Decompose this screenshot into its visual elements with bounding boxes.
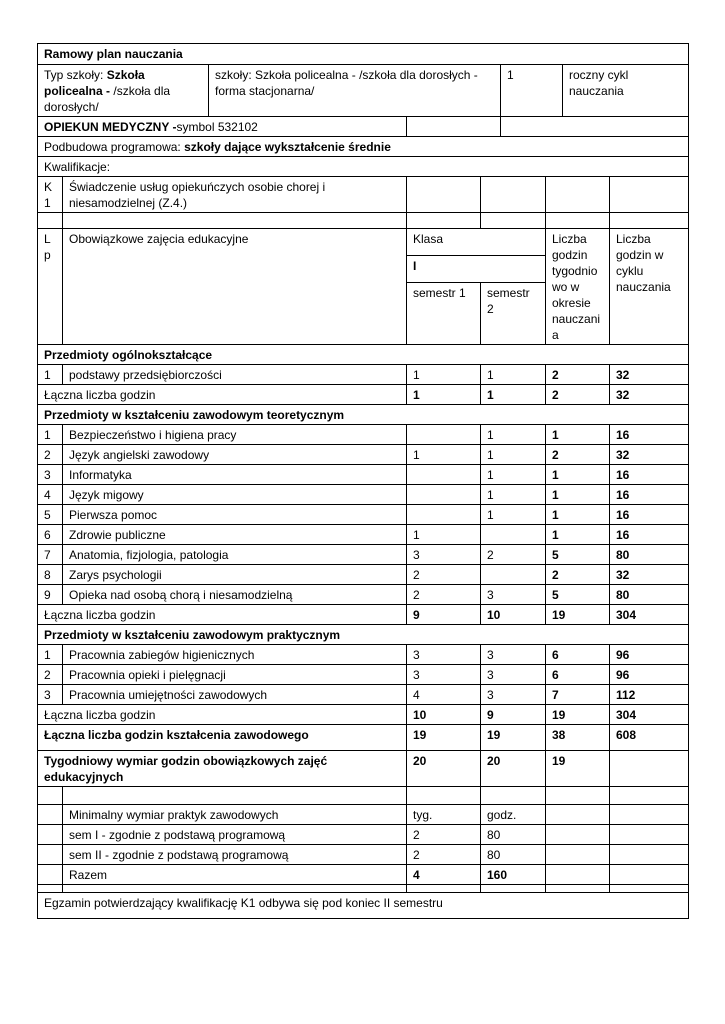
row-lp: 3 <box>38 685 63 705</box>
qualification-name: Świadczenie usług opiekuńczych osobie chorej i niesamodzielnej (Z.4.) <box>63 177 407 213</box>
empty-cell <box>501 117 689 137</box>
row-lp: 2 <box>38 665 63 685</box>
table-row <box>38 425 689 445</box>
base-prefix: Podbudowa programowa: <box>44 140 185 154</box>
empty-cell <box>407 177 481 213</box>
sum-total: 32 <box>610 385 689 405</box>
school-type-rest: /szkoła dla dorosłych/ <box>44 84 171 114</box>
vocational-total-total: 608 <box>610 725 689 751</box>
qualifications-label: Kwalifikacje: <box>38 157 689 177</box>
empty-cell <box>38 213 63 229</box>
sum-sem1: 1 <box>407 385 481 405</box>
sum-label: Łączna liczba godzin <box>38 705 407 725</box>
group-sum-row <box>38 605 689 625</box>
practice-name: sem II - zgodnie z podstawą programową <box>63 845 407 865</box>
base-cell <box>38 137 689 157</box>
group-title: Przedmioty w kształceniu zawodowym praktycznym <box>38 625 689 645</box>
row-weekly: 6 <box>546 665 610 685</box>
row-sem1: 3 <box>407 545 481 565</box>
row-sem2: 1 <box>481 485 546 505</box>
empty-cell <box>407 117 501 137</box>
empty-cell <box>38 787 63 805</box>
vocational-total-s1: 19 <box>407 725 481 751</box>
group-sum-row <box>38 385 689 405</box>
subjects-body <box>38 345 689 725</box>
empty-cell <box>481 177 546 213</box>
row-weekly: 2 <box>546 565 610 585</box>
row-total: 32 <box>610 565 689 585</box>
row-weekly: 7 <box>546 685 610 705</box>
empty-cell <box>610 845 689 865</box>
row-lp: 5 <box>38 505 63 525</box>
row-sem2: 2 <box>481 545 546 565</box>
vocational-total-week: 38 <box>546 725 610 751</box>
row-sem1: 1 <box>407 365 481 385</box>
weekly-total-label: Tygodniowy wymiar godzin obowiązkowych zajęć edukacyjnych <box>38 751 407 787</box>
row-weekly: 1 <box>546 485 610 505</box>
sum-label: Łączna liczba godzin <box>38 605 407 625</box>
empty-cell <box>481 885 546 893</box>
empty-cell <box>610 787 689 805</box>
row-subject: Zdrowie publiczne <box>63 525 407 545</box>
row-subject: Język migowy <box>63 485 407 505</box>
empty-cell <box>546 845 610 865</box>
sum-weekly: 2 <box>546 385 610 405</box>
table-row <box>38 585 689 605</box>
table-row <box>38 445 689 465</box>
group-header-row <box>38 345 689 365</box>
practice-hours: 80 <box>481 825 546 845</box>
empty-cell <box>610 805 689 825</box>
empty-cell <box>481 787 546 805</box>
empty-cell <box>546 213 610 229</box>
sum-total: 304 <box>610 705 689 725</box>
row-total: 80 <box>610 585 689 605</box>
empty-cell <box>610 865 689 885</box>
empty-cell <box>610 885 689 893</box>
empty-cell <box>610 177 689 213</box>
row-weekly: 1 <box>546 425 610 445</box>
base-bold: szkoły dające wykształcenie średnie <box>184 140 391 154</box>
group-header-row <box>38 405 689 425</box>
practice-sum-a: 4 <box>407 865 481 885</box>
table-row <box>38 465 689 485</box>
empty-cell <box>63 885 407 893</box>
weekly-total-week: 19 <box>546 751 610 787</box>
page-title: Ramowy plan nauczania <box>38 44 689 65</box>
vocational-total-label: Łączna liczba godzin kształcenia zawodowego <box>38 725 407 751</box>
empty-cell <box>481 213 546 229</box>
row-subject: Pracownia opieki i pielęgnacji <box>63 665 407 685</box>
empty-cell <box>407 885 481 893</box>
row-total: 16 <box>610 485 689 505</box>
row-sem1: 1 <box>407 445 481 465</box>
row-sem2: 1 <box>481 365 546 385</box>
header-sem2: semestr 2 <box>481 282 546 344</box>
school-type-bold: Szkoła policealna - <box>44 68 145 98</box>
empty-cell <box>38 805 63 825</box>
row-sem1: 1 <box>407 525 481 545</box>
row-subject: Bezpieczeństwo i higiena pracy <box>63 425 407 445</box>
practice-name: sem I - zgodnie z podstawą programową <box>63 825 407 845</box>
row-total: 96 <box>610 665 689 685</box>
row-lp: 3 <box>38 465 63 485</box>
practice-row <box>38 825 689 845</box>
group-header-row <box>38 625 689 645</box>
sum-sem2: 10 <box>481 605 546 625</box>
header-klasa-num: I <box>407 255 546 282</box>
empty-cell <box>407 787 481 805</box>
row-lp: 1 <box>38 425 63 445</box>
group-title: Przedmioty ogólnokształcące <box>38 345 689 365</box>
empty-cell <box>38 865 63 885</box>
row-weekly: 5 <box>546 545 610 565</box>
empty-cell <box>546 805 610 825</box>
row-weekly: 5 <box>546 585 610 605</box>
school-cycle: roczny cykl nauczania <box>563 65 689 117</box>
empty-cell <box>610 825 689 845</box>
row-lp: 4 <box>38 485 63 505</box>
practice-header-name: Minimalny wymiar praktyk zawodowych <box>63 805 407 825</box>
exam-note: Egzamin potwierdzający kwalifikację K1 odbywa się pod koniec II semestru <box>38 893 689 919</box>
curriculum-document <box>37 43 688 910</box>
row-subject: Opieka nad osobą chorą i niesamodzielną <box>63 585 407 605</box>
sum-sem2: 9 <box>481 705 546 725</box>
empty-cell <box>546 825 610 845</box>
table-row <box>38 545 689 565</box>
row-lp: 7 <box>38 545 63 565</box>
table-row <box>38 645 689 665</box>
row-weekly: 2 <box>546 365 610 385</box>
row-sem1: 2 <box>407 585 481 605</box>
table-row <box>38 665 689 685</box>
school-description: szkoły: Szkoła policealna - /szkoła dla dorosłych - forma stacjonarna/ <box>209 65 501 117</box>
row-sem2 <box>481 525 546 545</box>
row-total: 16 <box>610 525 689 545</box>
table-row <box>38 685 689 705</box>
sum-label: Łączna liczba godzin <box>38 385 407 405</box>
row-lp: 2 <box>38 445 63 465</box>
practice-header-a: tyg. <box>407 805 481 825</box>
curriculum-table <box>37 43 689 919</box>
profession-symbol: symbol 532102 <box>176 120 258 134</box>
row-total: 112 <box>610 685 689 705</box>
empty-cell <box>610 213 689 229</box>
row-subject: Pracownia zabiegów higienicznych <box>63 645 407 665</box>
header-sem1: semestr 1 <box>407 282 481 344</box>
row-weekly: 1 <box>546 465 610 485</box>
row-subject: Zarys psychologii <box>63 565 407 585</box>
sum-sem1: 9 <box>407 605 481 625</box>
row-sem1 <box>407 505 481 525</box>
row-sem1: 4 <box>407 685 481 705</box>
row-total: 80 <box>610 545 689 565</box>
row-weekly: 1 <box>546 505 610 525</box>
profession-name: OPIEKUN MEDYCZNY - <box>44 120 177 134</box>
row-total: 96 <box>610 645 689 665</box>
table-row <box>38 525 689 545</box>
row-total: 32 <box>610 445 689 465</box>
row-sem2: 3 <box>481 685 546 705</box>
practice-row <box>38 845 689 865</box>
empty-cell <box>38 825 63 845</box>
row-total: 16 <box>610 465 689 485</box>
row-total: 32 <box>610 365 689 385</box>
row-subject: Anatomia, fizjologia, patologia <box>63 545 407 565</box>
profession-cell <box>38 117 407 137</box>
row-weekly: 2 <box>546 445 610 465</box>
header-weekly: Liczba godzin tygodniowo w okresie nauczania <box>546 229 610 345</box>
sum-sem2: 1 <box>481 385 546 405</box>
row-total: 16 <box>610 425 689 445</box>
row-sem2 <box>481 565 546 585</box>
table-row <box>38 365 689 385</box>
table-row <box>38 565 689 585</box>
row-sem2: 3 <box>481 665 546 685</box>
row-lp: 1 <box>38 645 63 665</box>
row-weekly: 1 <box>546 525 610 545</box>
header-lp: Lp <box>38 229 63 345</box>
empty-cell <box>546 787 610 805</box>
row-lp: 1 <box>38 365 63 385</box>
empty-cell <box>38 845 63 865</box>
empty-cell <box>38 885 63 893</box>
empty-cell <box>546 177 610 213</box>
row-sem2: 1 <box>481 425 546 445</box>
row-lp: 8 <box>38 565 63 585</box>
group-sum-row <box>38 705 689 725</box>
practice-header-b: godz. <box>481 805 546 825</box>
table-row <box>38 485 689 505</box>
row-sem2: 1 <box>481 465 546 485</box>
school-type-prefix: Typ szkoły: <box>44 68 107 82</box>
row-subject: Informatyka <box>63 465 407 485</box>
row-total: 16 <box>610 505 689 525</box>
header-cycle: Liczba godzin w cyklu nauczania <box>610 229 689 345</box>
empty-cell <box>546 885 610 893</box>
row-sem1: 3 <box>407 645 481 665</box>
row-subject: podstawy przedsiębiorczości <box>63 365 407 385</box>
row-sem1: 2 <box>407 565 481 585</box>
empty-cell <box>63 213 407 229</box>
sum-weekly: 19 <box>546 705 610 725</box>
row-lp: 9 <box>38 585 63 605</box>
practice-hours: 80 <box>481 845 546 865</box>
header-subjects: Obowiązkowe zajęcia edukacyjne <box>63 229 407 345</box>
weekly-total-total <box>610 751 689 787</box>
weekly-total-s1: 20 <box>407 751 481 787</box>
row-subject: Pracownia umiejętności zawodowych <box>63 685 407 705</box>
sum-sem1: 10 <box>407 705 481 725</box>
header-klasa: Klasa <box>407 229 546 256</box>
vocational-total-s2: 19 <box>481 725 546 751</box>
school-years: 1 <box>501 65 563 117</box>
row-weekly: 6 <box>546 645 610 665</box>
sum-weekly: 19 <box>546 605 610 625</box>
row-lp: 6 <box>38 525 63 545</box>
group-title: Przedmioty w kształceniu zawodowym teoretycznym <box>38 405 689 425</box>
row-sem1 <box>407 485 481 505</box>
practice-weeks: 2 <box>407 845 481 865</box>
practice-body <box>38 825 689 865</box>
school-type-cell <box>38 65 209 117</box>
row-sem1 <box>407 465 481 485</box>
practice-sum-name: Razem <box>63 865 407 885</box>
practice-sum-b: 160 <box>481 865 546 885</box>
weekly-total-s2: 20 <box>481 751 546 787</box>
practice-weeks: 2 <box>407 825 481 845</box>
row-sem2: 3 <box>481 645 546 665</box>
empty-cell <box>546 865 610 885</box>
table-row <box>38 505 689 525</box>
empty-cell <box>407 213 481 229</box>
sum-total: 304 <box>610 605 689 625</box>
row-sem1: 3 <box>407 665 481 685</box>
row-subject: Język angielski zawodowy <box>63 445 407 465</box>
empty-cell <box>63 787 407 805</box>
row-sem1 <box>407 425 481 445</box>
qualification-code: K1 <box>38 177 63 213</box>
row-subject: Pierwsza pomoc <box>63 505 407 525</box>
row-sem2: 3 <box>481 585 546 605</box>
row-sem2: 1 <box>481 505 546 525</box>
row-sem2: 1 <box>481 445 546 465</box>
